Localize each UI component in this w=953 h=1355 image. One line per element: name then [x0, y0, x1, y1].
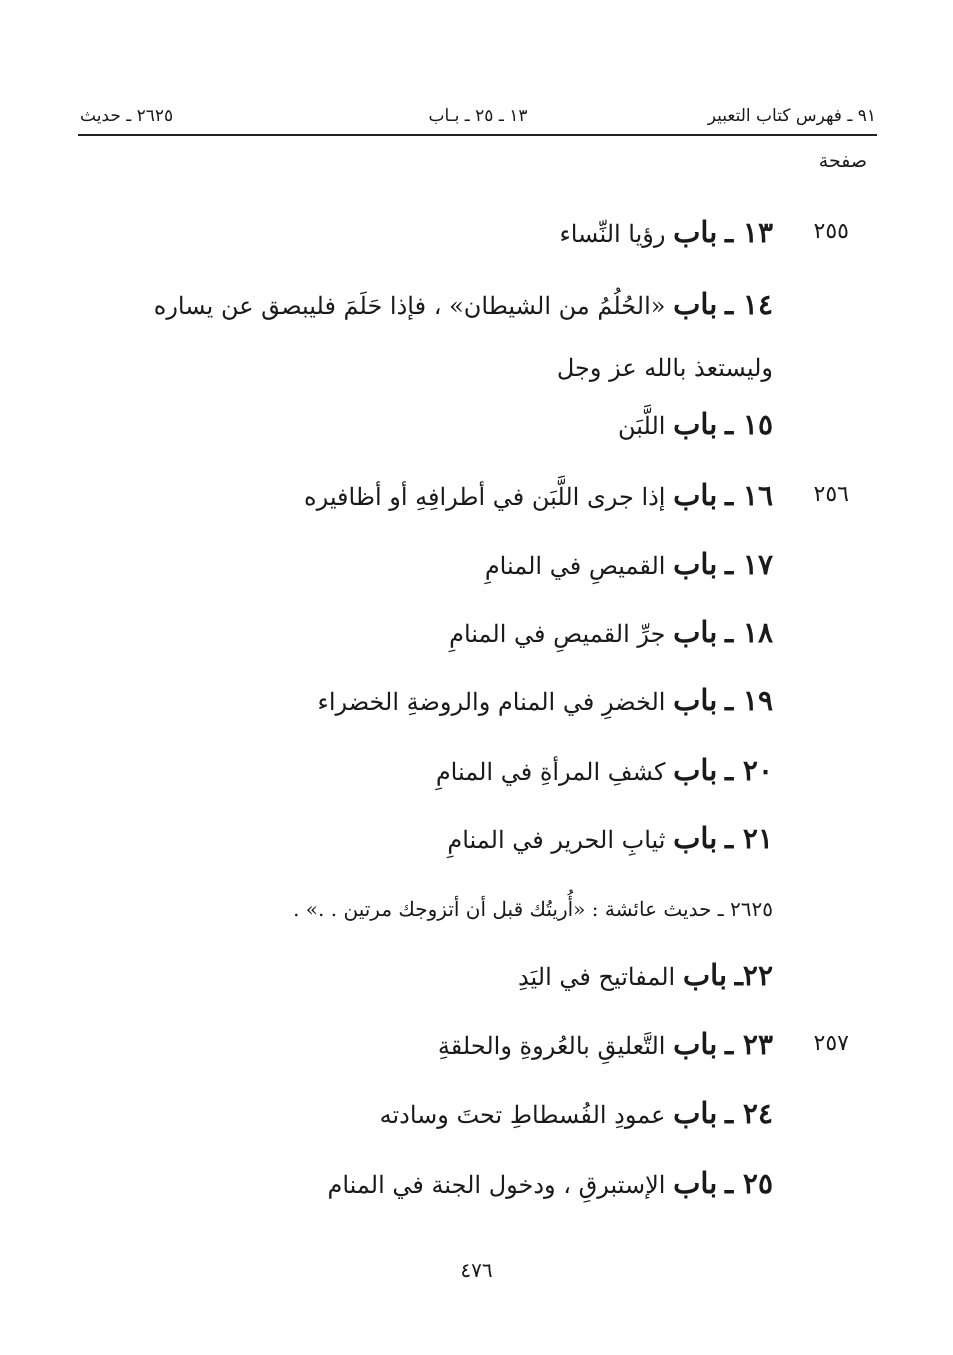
- entry-title: جرِّ القميصِ في المنامِ: [449, 620, 666, 648]
- entry-title: الخضرِ في المنام والروضةِ الخضراء: [317, 688, 666, 716]
- entry-keyword: باب: [673, 1027, 718, 1061]
- toc-entry: [618, 404, 773, 446]
- entry-keyword: باب: [673, 547, 718, 581]
- entry-title: رؤيا النِّساء: [559, 220, 666, 248]
- entry-number: ٢٠ ـ: [724, 754, 773, 787]
- header-hadith-range: ٢٦٢٥ ـ حديث: [80, 106, 174, 126]
- entry-number: ١٨ ـ: [724, 616, 773, 649]
- toc-entry: [518, 955, 773, 997]
- entry-number: ٢٢ـ: [734, 959, 773, 992]
- entry-number: ٢١ ـ: [724, 822, 773, 855]
- toc-entry: [380, 1093, 773, 1135]
- entry-number: ٢٤ ـ: [724, 1097, 773, 1130]
- entry-page-number: ٢٥٧: [813, 1031, 849, 1056]
- toc-entry: [73, 273, 773, 399]
- entry-keyword: باب: [673, 215, 718, 249]
- entry-title: ثيابِ الحرير في المنامِ: [447, 826, 666, 854]
- entry-number: ١٥ ـ: [724, 408, 773, 441]
- page-column-label: صفحة: [818, 150, 867, 172]
- entry-number: ١٧ ـ: [724, 548, 773, 581]
- entry-page-number: ٢٥٥: [813, 219, 849, 244]
- entry-title: اللَّبَن: [618, 412, 666, 440]
- toc-entry: [485, 544, 773, 586]
- entry-title: «الحُلُمُ من الشيطان» ، فإذا حَلَمَ فليبصق عن يساره وليستعذ بالله عز وجل: [153, 292, 773, 382]
- entry-number: ٢٥ ـ: [724, 1167, 773, 1200]
- toc-entry: [436, 750, 773, 792]
- header-rule: [78, 134, 877, 136]
- entry-keyword: باب: [673, 1166, 718, 1200]
- entry-keyword: باب: [673, 478, 718, 512]
- toc-entry: [438, 1024, 773, 1066]
- entry-title: عمودِ الفُسطاطِ تحتَ وسادته: [379, 1101, 666, 1129]
- entry-title: التَّعليقِ بالعُروةِ والحلقةِ: [437, 1032, 666, 1060]
- entry-number: ١٤ ـ: [724, 288, 773, 321]
- entry-keyword: باب: [673, 683, 718, 717]
- entry-title: إذا جرى اللَّبَن في أطرافِهِ أو أظافيره: [304, 483, 666, 511]
- entry-keyword: باب: [673, 407, 718, 441]
- entry-number: ١٦ ـ: [724, 479, 773, 512]
- entry-number: ٢٣ ـ: [724, 1028, 773, 1061]
- toc-entry: [449, 612, 773, 654]
- entry-keyword: باب: [673, 287, 718, 321]
- entry-title: القميصِ في المنامِ: [484, 552, 666, 580]
- entry-number: ١٩ ـ: [724, 684, 773, 717]
- header-chapter-range: ١٣ ـ ٢٥ ـ بـاب: [428, 106, 528, 126]
- toc-entry: [559, 212, 773, 254]
- running-header: [80, 100, 876, 132]
- header-chapter-title: ٩١ ـ فهرس كتاب التعبير: [707, 106, 876, 126]
- entry-keyword: باب: [673, 1096, 718, 1130]
- entry-title: المفاتيح في اليَدِ: [517, 963, 676, 991]
- entry-number: ١٣ ـ: [724, 216, 773, 249]
- entry-keyword: باب: [673, 615, 718, 649]
- entry-keyword: باب: [673, 753, 718, 787]
- entry-keyword: باب: [673, 821, 718, 855]
- entry-keyword: باب: [682, 958, 728, 992]
- hadith-line: ٢٦٢٥ ـ حديث عائشة : «أُريتُك قبل أن أتزوجك مرتين . .» .: [293, 897, 773, 921]
- toc-entry: [327, 1163, 773, 1205]
- toc-entry: [318, 680, 773, 722]
- footer-page-number: ٤٧٦: [460, 1258, 493, 1282]
- toc-entry: [447, 818, 773, 860]
- entry-title: الإستبرقِ ، ودخول الجنة في المنام: [327, 1171, 666, 1199]
- entry-page-number: ٢٥٦: [813, 482, 849, 507]
- entry-title: كشفِ المرأةِ في المنامِ: [435, 758, 666, 786]
- toc-entry: [304, 475, 773, 517]
